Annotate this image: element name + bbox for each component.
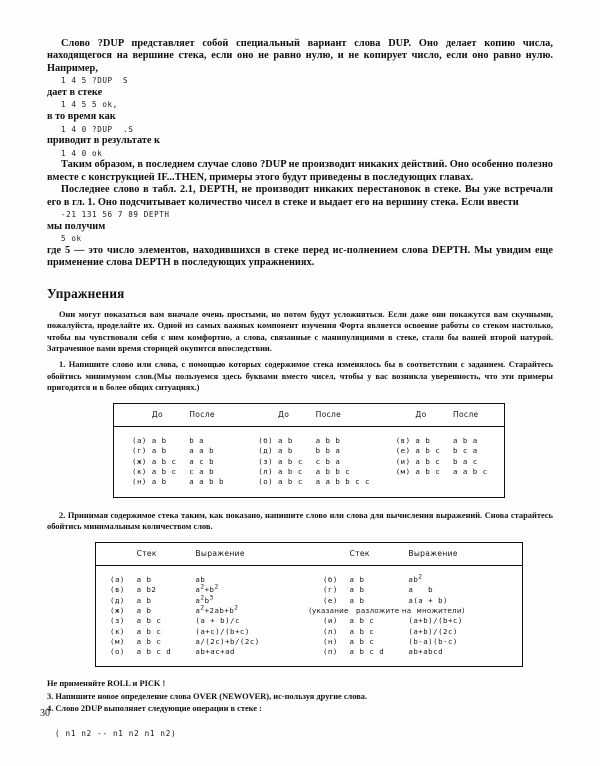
exercise-item-2: 2. Принимая содержимое стека таким, как показано, напишите слово или слова для вычисления выражений. Снова старайтесь обойтись минимальным количеством слов. bbox=[47, 510, 553, 532]
stack-left: a b bbox=[136, 575, 152, 585]
before-a: a b bbox=[151, 436, 167, 446]
table2-header-row bbox=[96, 543, 522, 566]
row-label-c: (и) bbox=[395, 456, 411, 466]
before-b: a b c bbox=[278, 456, 303, 466]
expression-left: a/(2c)+b/(2c) bbox=[195, 636, 260, 646]
before-c: a b bbox=[415, 436, 431, 446]
code-example-6: 5 ok bbox=[61, 234, 82, 244]
row-label-a: (а) bbox=[132, 436, 147, 446]
exercises-heading: Упражнения bbox=[47, 285, 125, 301]
th-do-1: До bbox=[152, 404, 190, 427]
table-row bbox=[96, 566, 522, 586]
th-vyrazhenie-1: Выражение bbox=[195, 543, 309, 566]
row-label-right: (е) bbox=[322, 595, 338, 605]
row-label-a: (к) bbox=[132, 466, 147, 476]
exercises-intro: Они могут показаться вам вначале очень простыми, но потом будут усложняться. Если даже они покажутся вам скучными, пожалуйста, проделайте их. Одной из самых важных компонент изучения Форта является освоение работы со стеком настолько, чтобы вы чувствовали себя с ним комфортно, а слова, связанные с манипуляциями в стеке, стали бы вашей второй натурой. Затраченное вами время сторицей окупится впоследствии. bbox=[47, 309, 553, 354]
before-c: a b c bbox=[415, 446, 441, 456]
row-label-left: (о) bbox=[110, 647, 125, 657]
intro-paragraph-1: Слово ?DUP представляет собой специальный вариант слова DUP. Оно делает копию числа, находящегося на вершине стека, если оно не равно нулю, и не копирует число, если оно равно нулю. Например, bbox=[47, 38, 553, 74]
exercise-tail-block bbox=[47, 678, 553, 715]
row-label-left: (а) bbox=[110, 575, 125, 585]
code-example-1: 1 4 5 ?DUP S bbox=[61, 76, 129, 86]
intro-paragraph-4: где 5 — это число элементов, находившихся в стеке перед ис-полнением слова DEPTH. Мы увидим еще применение слова DEPTH в последующих упражнениях. bbox=[47, 244, 553, 269]
code-example-2: 1 4 5 5 ok, bbox=[61, 100, 118, 110]
th-posle-1: После bbox=[189, 404, 240, 427]
before-b: a b c bbox=[278, 466, 303, 476]
th2-blank-1 bbox=[96, 543, 137, 566]
code-example-3: 1 4 0 ?DUP .S bbox=[61, 124, 134, 134]
th-blank-2 bbox=[240, 404, 278, 427]
after-a: b a bbox=[189, 436, 205, 446]
row-label-b: (з) bbox=[258, 456, 274, 466]
row-label-b: (д) bbox=[258, 446, 274, 456]
expression-left: $a^2+2ab+b^2$ bbox=[195, 604, 239, 615]
exercise-item-4: 4. Слово 2DUP выполняет следующие операции в стеке : bbox=[47, 703, 262, 713]
after-c: b c a bbox=[452, 446, 478, 456]
row-label-a: (н) bbox=[132, 477, 147, 487]
before-c bbox=[415, 477, 453, 496]
stack-left: a b c bbox=[136, 626, 162, 636]
expression-left: (a+c)/(b+c) bbox=[195, 626, 250, 636]
stack-transform-table bbox=[114, 404, 504, 497]
label-dayet-v-steke: дает в стеке bbox=[47, 86, 103, 98]
after-a: c a b bbox=[189, 466, 215, 476]
stack-right: a b c bbox=[349, 626, 375, 636]
stack-left: a b bbox=[136, 595, 152, 605]
row-label-right: (н) bbox=[322, 636, 338, 646]
page-number: 30 bbox=[40, 708, 50, 719]
th-vyrazhenie-2: Выражение bbox=[408, 543, 522, 566]
row-label-a: (г) bbox=[132, 446, 147, 456]
after-c: b a c bbox=[452, 456, 478, 466]
th2-blank-2 bbox=[309, 543, 350, 566]
exercise-item-1: 1. Напишите слово или слова, с помощью которых содержимое стека изменялось бы в соответствии с заданием. Старайтесь обойтись минимумом слов.(Мы пользуемся здесь буквами вместо чисел, чтобы у вас возникла уверенность, что эти примеры пригодятся и в более общих ситуациях.) bbox=[47, 359, 553, 393]
after-b: a a b b c c bbox=[315, 477, 371, 487]
row-label-right: (л) bbox=[322, 626, 338, 636]
after-a: a a b bbox=[189, 446, 215, 456]
exercise-item-3: 3. Напишите новое определение слова OVER (NEWOVER), ис-пользуя другие слова. bbox=[47, 691, 368, 701]
row-label-left: (д) bbox=[110, 595, 125, 605]
after-b: c b a bbox=[315, 456, 341, 466]
before-a: a b c bbox=[151, 466, 177, 476]
table-row bbox=[96, 627, 522, 637]
expression-right: (a+b)/(b+c) bbox=[408, 616, 463, 626]
row-label-b: (о) bbox=[258, 477, 274, 487]
table-row bbox=[114, 477, 504, 496]
stack-right: a b bbox=[349, 585, 365, 595]
intro-paragraph-2: Таким образом, в последнем случае слово ?DUP не производит никаких действий. Оно особенно полезно вместе с конструкцией IF...THEN, примеры этого будут приведены в последующих главах. bbox=[47, 159, 553, 183]
after-c: a b a bbox=[452, 436, 478, 446]
after-a: a c b bbox=[189, 456, 215, 466]
row-label-right: (и) bbox=[322, 616, 338, 626]
row-label-right: (п) bbox=[322, 647, 338, 657]
row-label-left: (м) bbox=[110, 636, 125, 646]
expression-right: $ab^2$ bbox=[408, 573, 423, 585]
table-row bbox=[96, 637, 522, 647]
before-c: a b c bbox=[415, 456, 441, 466]
before-b: a b c bbox=[278, 477, 303, 487]
expression-left: (a + b)/c bbox=[195, 616, 240, 626]
before-c: a b c bbox=[415, 466, 441, 476]
exercise-2-table bbox=[95, 542, 523, 668]
expression-right: a b bbox=[408, 585, 434, 595]
stack-left: a b2 bbox=[136, 585, 157, 595]
expression-left: $a^2+b^2$ bbox=[195, 583, 219, 595]
stack-right: a b c d bbox=[349, 647, 385, 657]
row-label-left: (з) bbox=[110, 616, 125, 626]
intro-paragraph-3: Последнее слово в табл. 2.1, DEPTH, не производит никаких перестановок в стеке. Вы уже встречали его в гл. 1. Оно подсчитывает количество чисел в стеке и выдает его на вершину стека. Если ввести bbox=[47, 184, 553, 208]
label-privodit-v-rezultate: приводит в результате к bbox=[47, 135, 160, 147]
after-c: a a b c bbox=[452, 466, 488, 476]
expression-left: $a^2b^3$ bbox=[195, 594, 214, 605]
before-a: a b c bbox=[151, 456, 177, 466]
table-row bbox=[96, 606, 522, 616]
code-example-4: 1 4 0 ok bbox=[61, 148, 103, 158]
expression-left: ab bbox=[195, 575, 206, 585]
stack-effect-notation: ( n1 n2 -- n1 n2 n1 n2) bbox=[55, 729, 177, 738]
row-label-b: (л) bbox=[258, 466, 274, 476]
label-my-poluchim: мы получим bbox=[47, 220, 106, 232]
table2-body bbox=[96, 566, 522, 667]
table-row bbox=[114, 467, 504, 477]
stack-left: a b c bbox=[136, 636, 162, 646]
table-row bbox=[114, 446, 504, 456]
table-row bbox=[96, 647, 522, 666]
row-label-c: (е) bbox=[395, 446, 411, 456]
expression-table bbox=[96, 543, 522, 667]
table-header-row bbox=[114, 404, 504, 427]
after-b: a b b bbox=[315, 436, 341, 446]
expression-right: a(a + b) bbox=[408, 595, 448, 605]
after-a: a a b b bbox=[189, 477, 224, 487]
expression-right: (a+b)/(2c) bbox=[408, 626, 458, 636]
before-b: a b bbox=[278, 446, 293, 456]
th-stek-2: Стек bbox=[350, 543, 409, 566]
table-row bbox=[114, 457, 504, 467]
factorization-hint: (указание разложите на множители) bbox=[308, 605, 465, 615]
row-label-c: (в) bbox=[395, 436, 411, 446]
note-no-roll-pick: Не применяйте ROLL и PICK ! bbox=[47, 679, 166, 689]
th-do-2: До bbox=[278, 404, 316, 427]
before-a: a b bbox=[151, 477, 167, 487]
row-label-left: (ж) bbox=[110, 605, 125, 615]
th-posle-2: После bbox=[316, 404, 378, 427]
after-b: a b b c bbox=[315, 466, 351, 476]
th-blank-1 bbox=[114, 404, 152, 427]
before-a: a b bbox=[151, 446, 167, 456]
table1-body bbox=[114, 427, 504, 497]
stack-right: a b c bbox=[349, 636, 375, 646]
row-label-right: (б) bbox=[322, 575, 338, 585]
table-row bbox=[114, 427, 504, 447]
table-row bbox=[96, 585, 522, 595]
stack-right: a b bbox=[349, 595, 365, 605]
th-posle-3: После bbox=[453, 404, 504, 427]
page-content bbox=[47, 38, 553, 738]
stack-left: a b bbox=[136, 605, 152, 615]
before-b: a b bbox=[278, 436, 293, 446]
after-b: b b a bbox=[315, 446, 341, 456]
table-row bbox=[96, 616, 522, 626]
stack-right: a b bbox=[349, 575, 365, 585]
row-label-c: (м) bbox=[395, 466, 411, 476]
row-label-left: (в) bbox=[110, 585, 125, 595]
exercise-1-table bbox=[113, 403, 505, 498]
th-stek-1: Стек bbox=[137, 543, 196, 566]
row-label-a: (ж) bbox=[132, 456, 147, 466]
row-label-c bbox=[378, 477, 416, 496]
expression-right: ab+abcd bbox=[408, 647, 444, 657]
code-example-5: -21 131 56 7 89 DEPTH bbox=[61, 210, 170, 219]
th-blank-3 bbox=[378, 404, 416, 427]
row-label-left: (к) bbox=[110, 626, 125, 636]
stack-right: a b c bbox=[349, 616, 375, 626]
stack-left: a b c bbox=[136, 616, 162, 626]
row-label-b: (б) bbox=[258, 436, 274, 446]
stack-left: a b c d bbox=[136, 647, 172, 657]
row-label-right: (г) bbox=[322, 585, 338, 595]
th-do-3: До bbox=[415, 404, 453, 427]
table-row bbox=[96, 596, 522, 606]
label-v-to-vremya-kak: в то время как bbox=[47, 111, 116, 122]
expression-right: (b-a)(b-c) bbox=[408, 636, 458, 646]
expression-left: ab+ac+ad bbox=[195, 647, 235, 657]
after-c bbox=[453, 477, 504, 496]
